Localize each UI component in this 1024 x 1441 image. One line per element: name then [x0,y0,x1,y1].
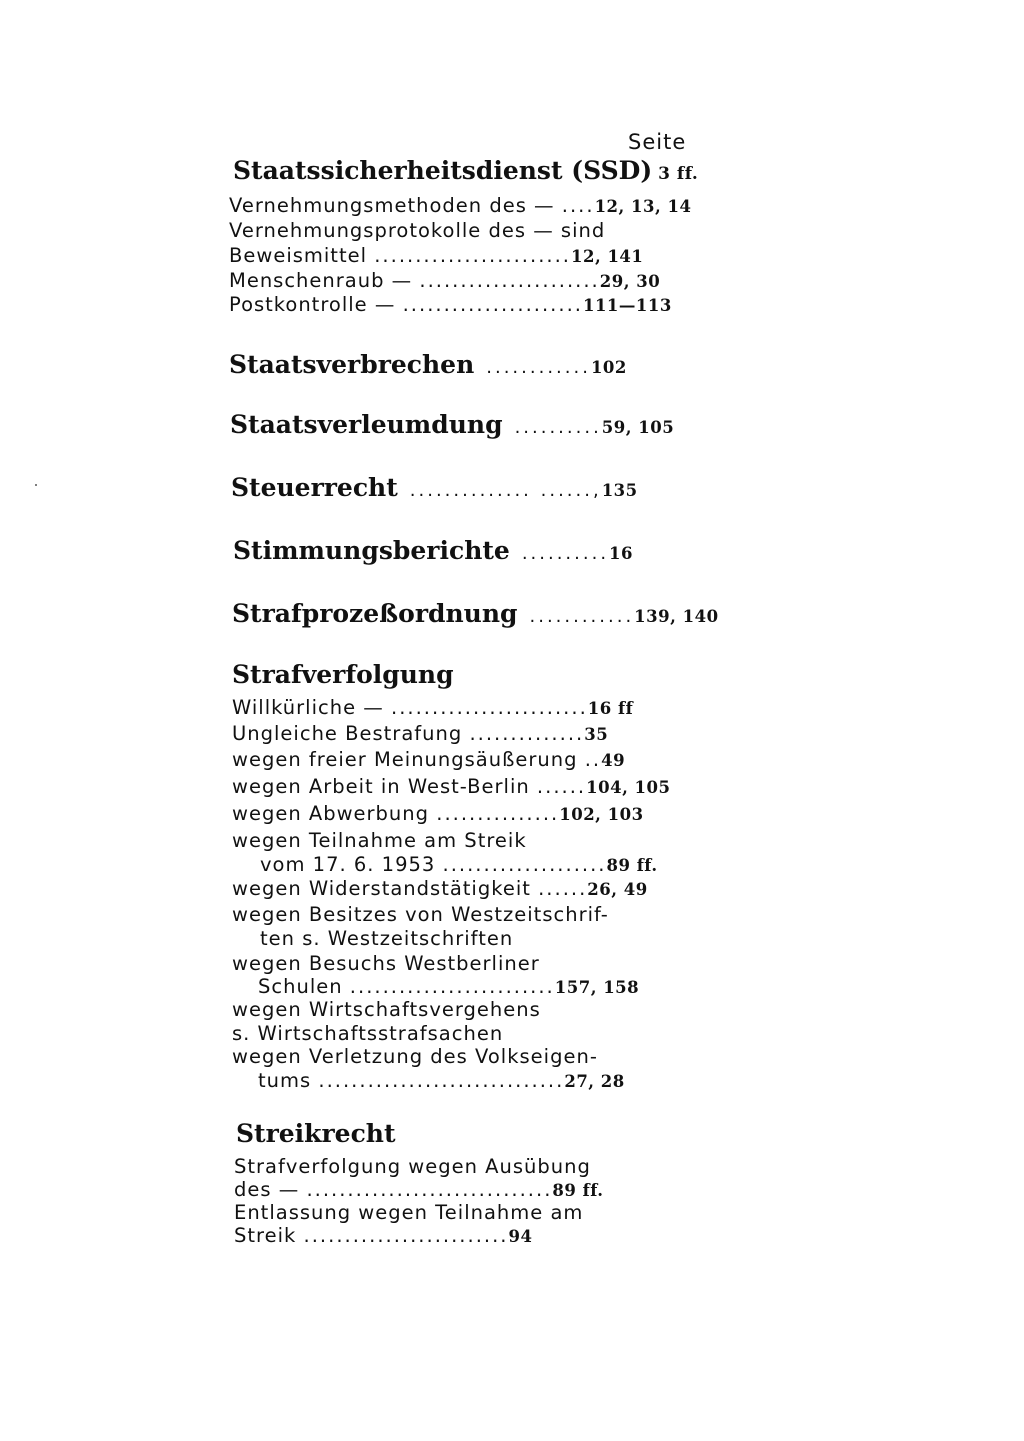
index-subentry [232,777,671,797]
index-heading [230,412,674,437]
index-heading [232,601,719,626]
heading-text: Steuerrecht [231,473,398,502]
index-heading [231,475,638,500]
index-heading [229,352,627,377]
subentry-text: ten s. Westzeitschriften [260,927,514,950]
index-subentry [229,196,691,216]
leader-dots: ...................... [419,269,600,292]
heading-text: Strafprozeßordnung [232,599,518,628]
subentry-pages: 102, 103 [559,805,644,824]
subentry-text: Postkontrolle — [229,293,396,316]
index-subentry [232,698,633,718]
subentry-pages: 16 ff [587,699,634,718]
subentry-text: tums [258,1069,312,1092]
index-subentry [232,831,527,851]
leader-dots: .............................. [306,1178,553,1201]
subentry-text: wegen Verletzung des Volkseigen- [232,1045,598,1068]
subentry-pages: 29, 30 [599,272,661,291]
index-subentry [260,929,513,949]
column-header-seite: Seite [628,130,687,154]
subentry-text: Streik [234,1224,297,1247]
index-subentry [232,1000,541,1020]
subentry-pages: 12, 141 [571,247,644,266]
index-subentry [258,1071,625,1091]
subentry-pages: 94 [508,1227,533,1246]
leader-dots: ........................ [374,244,571,267]
index-heading [236,1121,396,1146]
heading-pages: 16 [609,544,634,563]
subentry-pages: 49 [601,751,626,770]
subentry-text: Entlassung wegen Teilnahme am [234,1201,584,1224]
leader-dots: .............. ......, [409,480,602,501]
leader-dots: .......... [521,543,610,564]
leader-dots: ...... [536,775,587,798]
index-subentry [232,1024,503,1044]
index-subentry [229,271,660,291]
leader-dots: ...................... [402,293,583,316]
leader-dots: .............. [469,722,585,745]
heading-text: Strafverfolgung [232,660,454,689]
subentry-text: wegen Widerstandstätigkeit [232,877,531,900]
subentry-pages: 157, 158 [554,978,640,997]
subentry-text: Strafverfolgung wegen Ausübung [234,1155,591,1178]
leader-dots: ........................ [391,696,588,719]
index-subentry [260,855,658,875]
heading-text: Staatsverleumdung [230,410,503,439]
index-heading [233,538,633,563]
heading-text: Stimmungsberichte [233,536,510,565]
subentry-text: vom 17. 6. 1953 [260,853,436,876]
subentry-text: s. Wirtschaftsstrafsachen [232,1022,504,1045]
subentry-text: Vernehmungsprotokolle des — sind [229,219,606,242]
heading-pages: 3 ff. [658,164,699,184]
index-subentry [229,295,672,315]
leader-dots: ...... [538,877,588,900]
subentry-text: wegen Wirtschaftsvergehens [232,998,541,1021]
heading-text: Staatsverbrechen [229,350,475,379]
index-heading [233,158,698,183]
subentry-pages: 104, 105 [586,778,671,797]
leader-dots: ......................... [349,975,555,998]
leader-dots: .. [584,748,602,771]
index-subentry [232,1047,598,1067]
subentry-text: wegen Teilnahme am Streik [232,829,527,852]
subentry-pages: 12, 13, 14 [594,197,692,216]
subentry-text: Ungleiche Bestrafung [232,722,463,745]
subentry-text: Willkürliche — [232,696,384,719]
leader-dots: ......................... [303,1224,509,1247]
subentry-text: Schulen [258,975,343,998]
index-subentry [232,750,625,770]
heading-pages: 59, 105 [601,418,675,437]
index-subentry [232,804,644,824]
subentry-text: wegen Besuchs Westberliner [232,952,540,975]
index-subentry [229,246,643,266]
subentry-text: wegen Arbeit in West-Berlin [232,775,530,798]
subentry-text: Menschenraub — [229,269,413,292]
subentry-pages: 89 ff. [552,1181,604,1200]
subentry-pages: 26, 49 [587,880,648,899]
index-subentry [232,905,609,925]
scan-speck [35,484,37,486]
index-subentry [232,879,648,899]
heading-text: Streikrecht [236,1119,396,1148]
subentry-text: Beweismittel [229,244,368,267]
leader-dots: .............................. [318,1069,565,1092]
index-subentry [234,1203,583,1223]
leader-dots: .................... [442,853,607,876]
subentry-text: des — [234,1178,300,1201]
subentry-text: wegen freier Meinungsäußerung [232,748,578,771]
index-subentry [232,954,540,974]
index-heading [232,662,454,687]
index-subentry [234,1226,532,1246]
heading-pages: 139, 140 [634,607,719,626]
subentry-pages: 35 [584,725,609,744]
index-subentry [229,221,605,241]
heading-pages: 102 [590,358,627,377]
index-subentry [234,1180,603,1200]
index-subentry [232,724,608,744]
leader-dots: .... [561,194,595,217]
subentry-text: Vernehmungsmethoden des — [229,194,555,217]
heading-pages: 135 [601,481,638,500]
leader-dots: ............... [436,802,560,825]
index-subentry [258,977,639,997]
leader-dots: .......... [514,417,602,438]
subentry-pages: 89 ff. [606,856,658,875]
leader-dots: ............ [486,357,591,378]
leader-dots: ............ [529,606,635,627]
subentry-pages: 111—113 [582,296,672,315]
heading-text: Staatssicherheitsdienst (SSD) [233,156,653,185]
index-subentry [234,1157,591,1177]
subentry-pages: 27, 28 [564,1072,625,1091]
subentry-text: wegen Besitzes von Westzeitschrif- [232,903,609,926]
subentry-text: wegen Abwerbung [232,802,430,825]
